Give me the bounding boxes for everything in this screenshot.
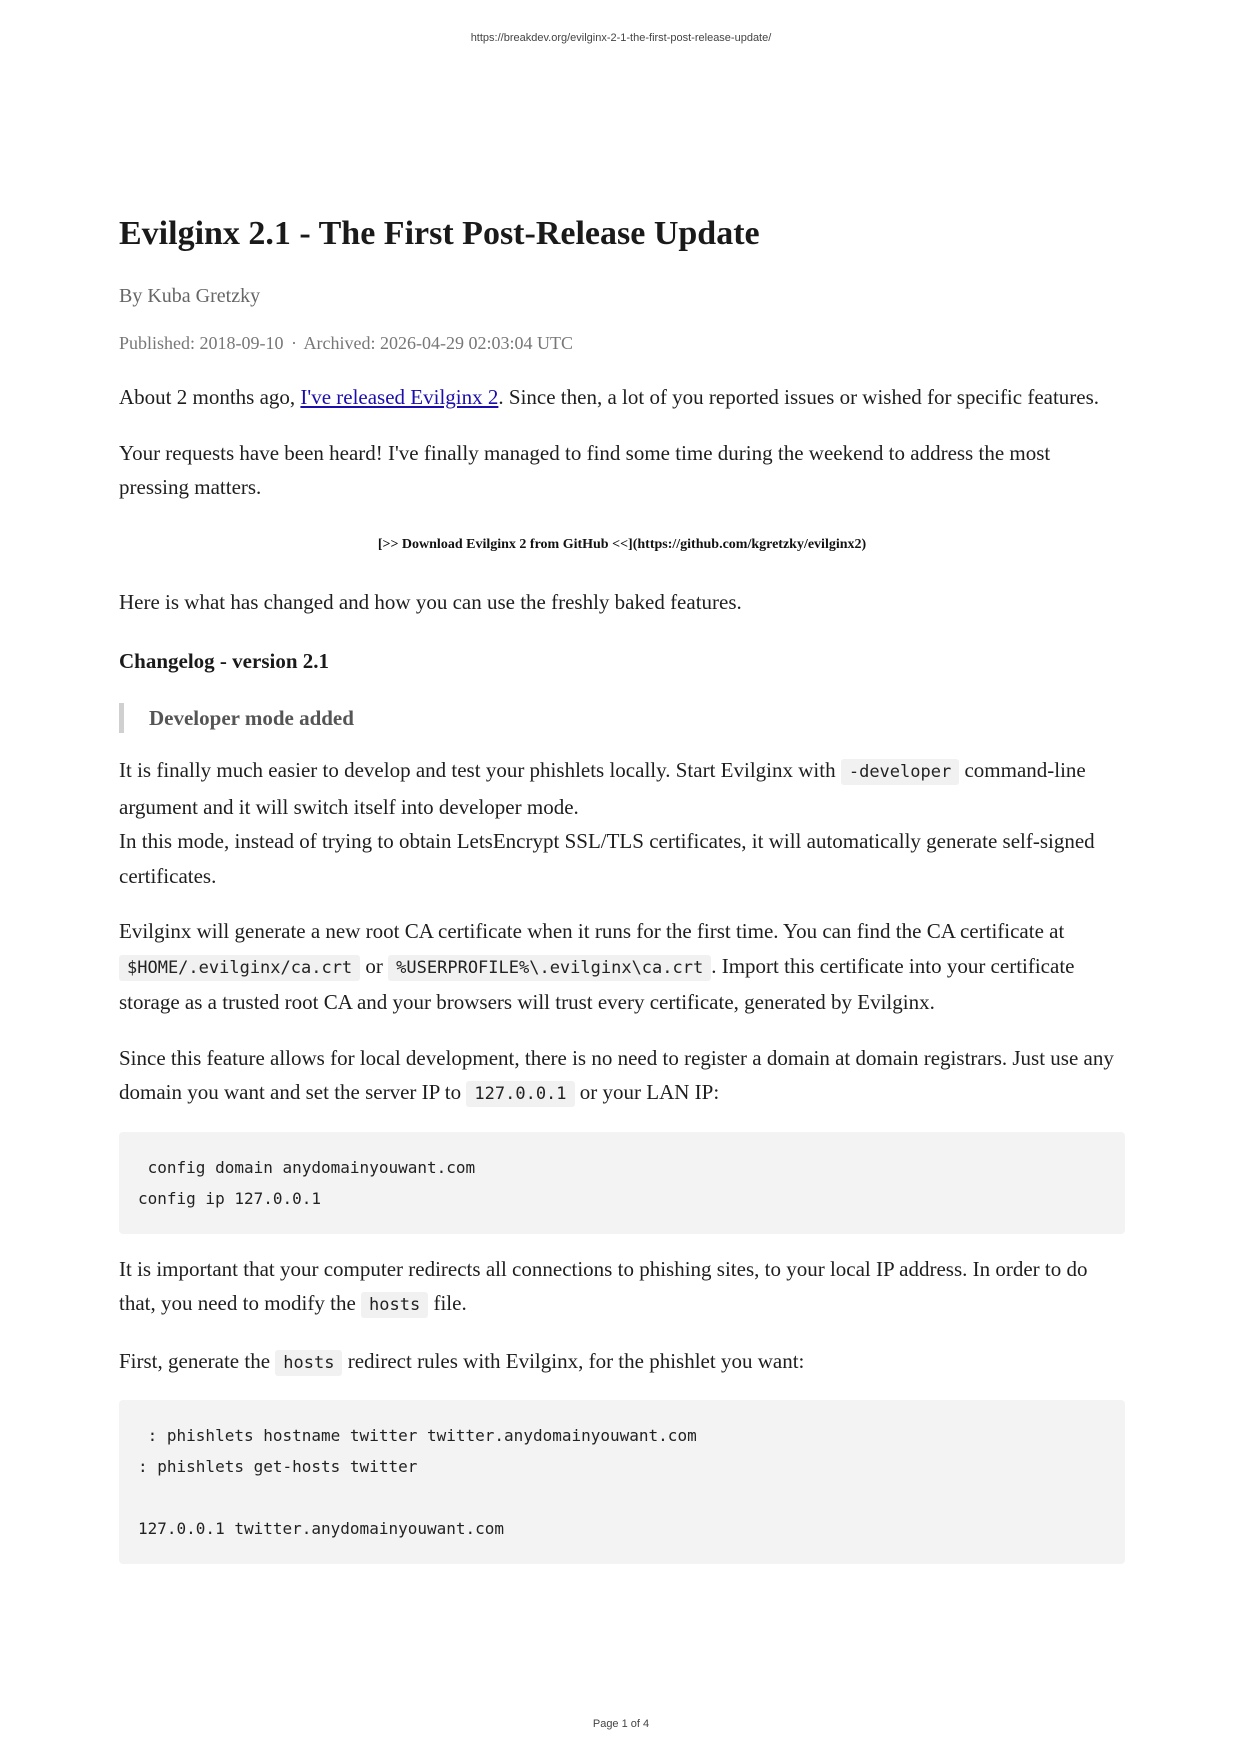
- page-url-header: https://breakdev.org/evilginx-2-1-the-first-post-release-update/: [470, 32, 772, 44]
- developer-mode-blockquote: Developer mode added: [119, 703, 1125, 733]
- paragraph-intro: [119, 380, 1125, 415]
- paragraph-hosts-text-1: It is important that your computer redirects all connections to phishing sites, to your local IP address. In order to do that, you need to modify the: [119, 1256, 1088, 1315]
- download-github-link[interactable]: [>> Download Evilginx 2 from GitHub <<](https://github.com/kgretzky/evilginx2): [377, 536, 867, 552]
- inline-code-ca-path-home: $HOME/.evilginx/ca.crt: [119, 955, 360, 981]
- paragraph-dev-text-2: command-line argument and it will switch itself into developer mode.: [119, 758, 1086, 819]
- published-date: Published: 2018-09-10: [119, 333, 284, 353]
- code-block-config: config domain anydomainyouwant.com config ip 127.0.0.1: [119, 1132, 1125, 1234]
- paragraph-local-text-2: or your LAN IP:: [574, 1080, 720, 1104]
- paragraph-ca-text-2: or: [360, 953, 389, 978]
- article-meta: [119, 330, 1125, 356]
- inline-code-developer-flag: -developer: [841, 759, 959, 785]
- paragraph-requests: Your requests have been heard! I've finally managed to find some time during the weekend to address the most pressing matters.: [119, 440, 1051, 499]
- paragraph-intro-text-1: About 2 months ago,: [119, 385, 301, 409]
- paragraph-local-development: [119, 1041, 1125, 1112]
- changelog-heading: Changelog - version 2.1: [119, 649, 329, 673]
- paragraph-ca-text-3: . Import this certificate into your certificate storage as a trusted root CA and your browsers will trust every certificate, generated by Evilginx.: [119, 953, 1075, 1014]
- inline-code-hosts-rules: hosts: [275, 1350, 342, 1376]
- inline-code-ca-path-userprofile: %USERPROFILE%\.evilginx\ca.crt: [388, 955, 711, 981]
- paragraph-intro-text-2: . Since then, a lot of you reported issues or wished for specific features.: [498, 385, 1100, 409]
- paragraph-hosts-text-2: file.: [428, 1291, 467, 1315]
- article-title: Evilginx 2.1 - The First Post-Release Update: [119, 215, 760, 252]
- article: [119, 212, 1125, 1564]
- article-byline: By Kuba Gretzky: [119, 285, 261, 307]
- inline-code-hosts: hosts: [361, 1292, 428, 1318]
- paragraph-dev-text-3: In this mode, instead of trying to obtain LetsEncrypt SSL/TLS certificates, it will automatically generate self-signed certificates.: [119, 829, 1095, 888]
- meta-separator: ·: [291, 333, 297, 353]
- archived-date: Archived: 2026-04-29 02:03:04 UTC: [303, 333, 573, 353]
- inline-code-localhost-ip: 127.0.0.1: [466, 1081, 574, 1107]
- paragraph-changes: Here is what has changed and how you can use the freshly baked features.: [119, 589, 742, 614]
- paragraph-ca-certificate: [119, 914, 1125, 1020]
- paragraph-generate-hosts: [119, 1344, 1125, 1381]
- paragraph-generate-text-1: First, generate the: [119, 1348, 276, 1373]
- page-number-footer: Page 1 of 4: [592, 1718, 650, 1730]
- paragraph-ca-text-1: Evilginx will generate a new root CA certificate when it runs for the first time. You can find the CA certificate at: [119, 919, 1065, 943]
- released-evilginx-link[interactable]: I've released Evilginx 2: [300, 385, 499, 409]
- paragraph-generate-text-2: redirect rules with Evilginx, for the phishlet you want:: [342, 1348, 805, 1373]
- paragraph-local-text-1: Since this feature allows for local development, there is no need to register a domain at domain registrars. Just use any domain you want and set the server IP to: [119, 1045, 1114, 1104]
- code-block-phishlets: : phishlets hostname twitter twitter.anydomainyouwant.com : phishlets get-hosts twitter 127.0.0.1 twitter.anydomainyouwant.com: [119, 1400, 1125, 1564]
- paragraph-hosts-redirect: [119, 1252, 1125, 1323]
- paragraph-dev-text-1: It is finally much easier to develop and test your phishlets locally. Start Evilginx with: [119, 758, 841, 782]
- paragraph-developer-mode: [119, 753, 1125, 893]
